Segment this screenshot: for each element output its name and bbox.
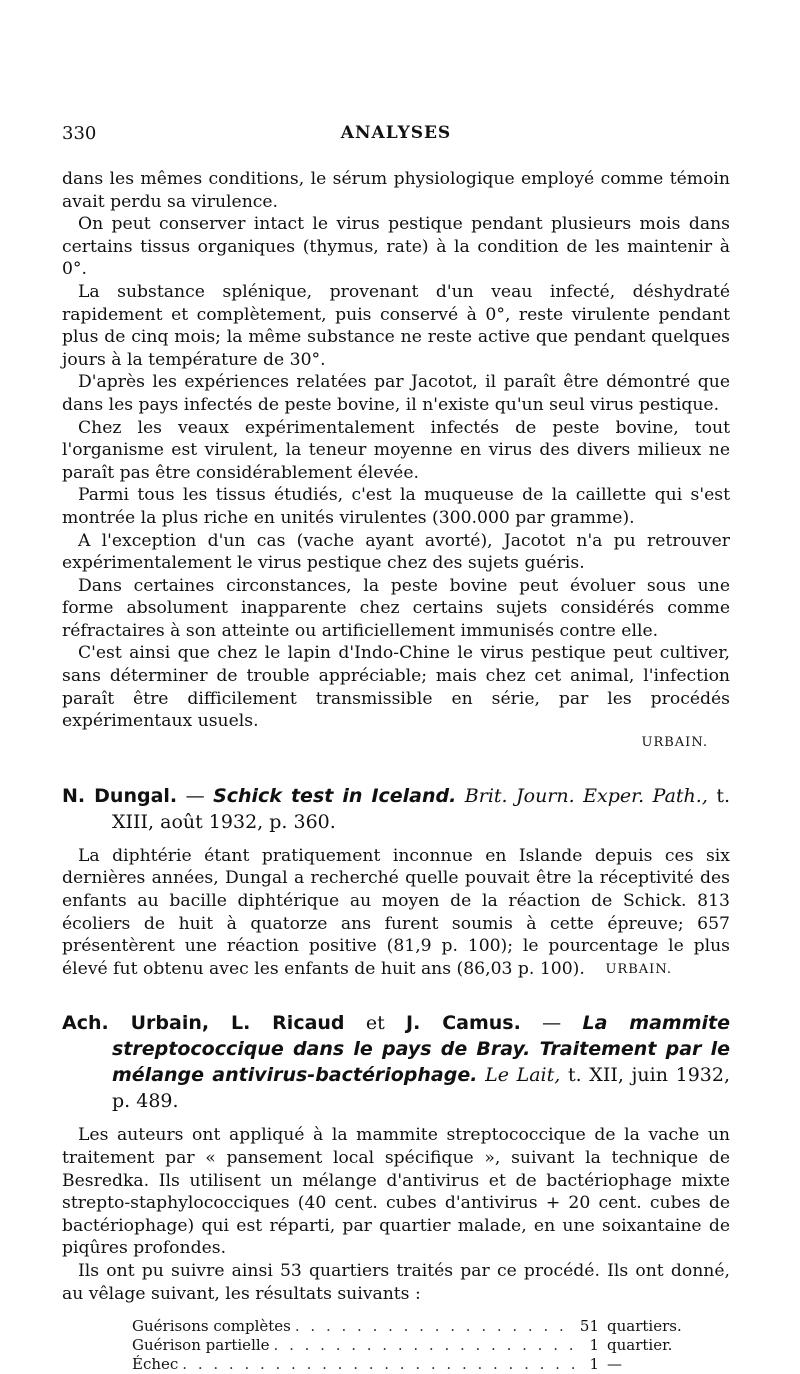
reference-title: La mammite streptococcique dans le pays de Bray. Traitement par le mélange antivirus-bactériophage. <box>112 1012 730 1087</box>
result-unit: quartier. <box>607 1336 673 1355</box>
leader-dots <box>182 1355 575 1374</box>
result-row <box>132 1355 687 1374</box>
result-unit: — <box>607 1355 622 1374</box>
page-number: 330 <box>62 123 97 144</box>
reference-et: et <box>344 1012 407 1035</box>
result-row <box>132 1336 687 1355</box>
running-title: ANALYSES <box>340 123 452 143</box>
reference-dash: — <box>177 784 214 807</box>
page-header <box>62 123 730 147</box>
paragraph: La diphtérie étant pratiquement inconnue en Islande depuis ces six dernières années, Dungal a recherché quelle pouvait être la réceptivité des enfants au bacille diphtérique au moyen de la réaction de Schick. 813 écoliers de huit à quatorze ans furent soumis à cette épreuve; 657 présentèrent une réaction positive (81,9 p. 100); le pourcentage le plus élevé fut obtenu avec les enfants de huit ans (86,03 p. 100). <box>62 845 730 979</box>
result-label: Échec <box>132 1355 179 1374</box>
paragraph: Dans certaines circonstances, la peste bovine peut évoluer sous une forme absolument inapparente chez certains sujets considérés comme réfractaires à son atteinte ou artificiellement immunisés contre elle. <box>62 575 730 641</box>
paragraph: On peut conserver intact le virus pestique pendant plusieurs mois dans certains tissus organiques (thymus, rate) à la condition de les maintenir à 0°. <box>62 214 730 280</box>
result-count: 51 <box>579 1317 599 1336</box>
paragraph: C'est ainsi que chez le lapin d'Indo-Chine le virus pestique peut cultiver, sans déterminer de trouble appréciable; mais chez cet animal, l'infection paraît être difficilement transmissible en série, par les procédés expérimentaux usuels. <box>62 643 730 732</box>
paragraph: La substance splénique, provenant d'un veau infecté, déshydraté rapidement et complètement, puis conservé à 0°, reste virulente pendant plus de cinq mois; la même substance ne reste active que pendant quelques jours à la température de 30°. <box>62 281 730 370</box>
leader-dots <box>295 1317 575 1336</box>
reference-details: t. XII, juin 1932, p. 489. <box>112 1064 731 1113</box>
reference-title: Schick test in Iceland. <box>213 784 457 807</box>
reference-heading <box>62 783 730 835</box>
reference-author-2: J. Camus. <box>406 1012 521 1035</box>
paragraph: Parmi tous les tissus étudiés, c'est la muqueuse de la caillette qui s'est montrée la plus riche en unités virulentes (300.000 par gramme). <box>62 485 730 528</box>
reference-journal: Brit. Journ. Exper. Path., <box>456 784 708 807</box>
paragraph: A l'exception d'un cas (vache ayant avorté), Jacotot n'a pu retrouver expérimentalement le virus pestique chez des sujets guéris. <box>62 530 730 574</box>
result-row <box>132 1317 687 1336</box>
paragraph: Ils ont pu suivre ainsi 53 quartiers traités par ce procédé. Ils ont donné, au vêlage suivant, les résultats suivants : <box>62 1260 730 1304</box>
paragraph: dans les mêmes conditions, le sérum physiologique employé comme témoin avait perdu sa virulence. <box>62 169 730 212</box>
result-label: Guérisons complètes <box>132 1317 291 1336</box>
reference-journal: Le Lait, <box>477 1064 561 1087</box>
results-table <box>62 1317 687 1374</box>
result-count: 1 <box>589 1355 599 1374</box>
signature: URBAIN. <box>641 734 708 750</box>
result-count: 1 <box>589 1336 599 1355</box>
reference-dash: — <box>520 1012 583 1035</box>
paragraph: D'après les expériences relatées par Jacotot, il paraît être démontré que dans les pays infectés de peste bovine, il n'existe qu'un seul virus pestique. <box>62 372 730 415</box>
reference-author: Ach. Urbain, L. Ricaud <box>62 1012 345 1035</box>
paragraph: Chez les veaux expérimentalement infectés de peste bovine, tout l'organisme est virulent, la teneur moyenne en virus des divers milieux ne paraît pas être considérablement élevée. <box>62 417 730 483</box>
page-body <box>62 168 730 1374</box>
reference-heading <box>62 1010 730 1114</box>
result-unit: quartiers. <box>607 1317 682 1336</box>
paragraph: Les auteurs ont appliqué à la mammite streptococcique de la vache un traitement par « pansement local spécifique », suivant la technique de Besredka. Ils utilisent un mélange d'antivirus et de bactériophage mixte strepto-staphylococciques (40 cent. cubes d'antivirus + 20 cent. cubes de bactériophage) qui est réparti, par quartier malade, en une soixantaine de piqûres profondes. <box>62 1125 730 1259</box>
reference-author: N. Dungal. <box>62 784 178 807</box>
result-label: Guérison partielle <box>132 1336 270 1355</box>
leader-dots <box>274 1336 575 1355</box>
signature: URBAIN. <box>605 962 672 978</box>
reference-details: t. XIII, août 1932, p. 360. <box>112 784 730 833</box>
